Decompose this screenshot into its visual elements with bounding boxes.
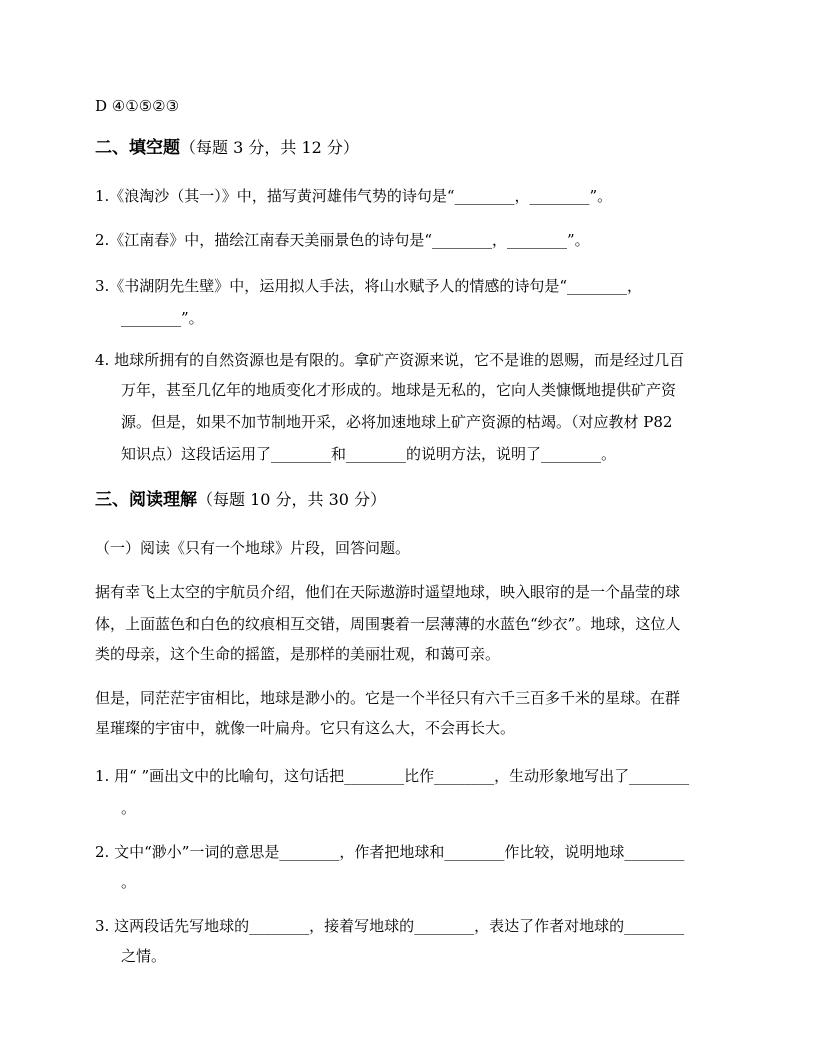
section-2-heading bbox=[95, 136, 735, 160]
section-3-heading bbox=[95, 488, 735, 512]
reading-question-3-line-1: 3. 这两段话先写地球的________，接着写地球的________，表达了作者对地球的________ bbox=[95, 917, 685, 935]
section-3-title: 三、阅读理解 bbox=[95, 490, 197, 510]
section-3-score-note: （每题 10 分，共 30 分） bbox=[197, 490, 387, 509]
reading-subsection-1: （一）阅读《只有一个地球》片段，回答问题。 bbox=[95, 539, 411, 557]
fill-question-4-line-3: 源。但是，如果不加节制地开采，必将加速地球上矿产资源的枯竭。（对应教材 P82 bbox=[121, 413, 673, 431]
reading-question-3-line-2: 之情。 bbox=[121, 947, 167, 965]
fill-question-2: 2.《江南春》中，描绘江南春天美丽景色的诗句是“________，________”。 bbox=[95, 231, 590, 249]
fill-question-4-line-4: 知识点）这段话运用了________和________的说明方法，说明了________。 bbox=[121, 445, 617, 463]
fill-question-3-line-1: 3.《书湖阴先生壁》中，运用拟人手法，将山水赋予人的情感的诗句是“________， bbox=[95, 277, 642, 295]
fill-question-4-line-2: 万年，甚至几亿年的地质变化才形成的。地球是无私的，它向人类慷慨地提供矿产资 bbox=[121, 381, 677, 399]
reading-question-2-line-2: 。 bbox=[121, 873, 137, 891]
passage-paragraph-2-line-1: 但是，同茫茫宇宙相比，地球是渺小的。它是一个半径只有六千三百多千米的星球。在群 bbox=[95, 689, 681, 707]
reading-question-1-line-1: 1. 用“ ”画出文中的比喻句，这句话把________比作________，生动形象地写出了________ bbox=[95, 767, 690, 785]
fill-question-3-line-2: ________”。 bbox=[121, 309, 204, 327]
passage-paragraph-1-line-3: 类的母亲，这个生命的摇篮，是那样的美丽壮观，和蔼可亲。 bbox=[95, 645, 501, 663]
fill-question-4-line-1: 4. 地球所拥有的自然资源也是有限的。拿矿产资源来说，它不是谁的恩赐，而是经过几百 bbox=[95, 351, 685, 369]
reading-question-1-line-2: 。 bbox=[121, 799, 137, 817]
section-2-title: 二、填空题 bbox=[95, 138, 180, 158]
passage-paragraph-2-line-2: 星璀璨的宇宙中，就像一叶扁舟。它只有这么大，不会再长大。 bbox=[95, 719, 516, 737]
passage-paragraph-1-line-1: 据有幸飞上太空的宇航员介绍，他们在天际遨游时遥望地球，映入眼帘的是一个晶莹的球 bbox=[95, 583, 681, 601]
section-2-score-note: （每题 3 分，共 12 分） bbox=[180, 138, 359, 157]
reading-question-2-line-1: 2. 文中“渺小”一词的意思是________，作者把地球和________作比较，说明地球________ bbox=[95, 843, 685, 861]
answer-option-d: D ④①⑤②③ bbox=[95, 97, 180, 115]
passage-paragraph-1-line-2: 体，上面蓝色和白色的纹痕相互交错，周围裹着一层薄薄的水蓝色“纱衣”。地球，这位人 bbox=[95, 615, 681, 633]
fill-question-1: 1.《浪淘沙（其一）》中，描写黄河雄伟气势的诗句是“________，________”。 bbox=[95, 187, 613, 205]
